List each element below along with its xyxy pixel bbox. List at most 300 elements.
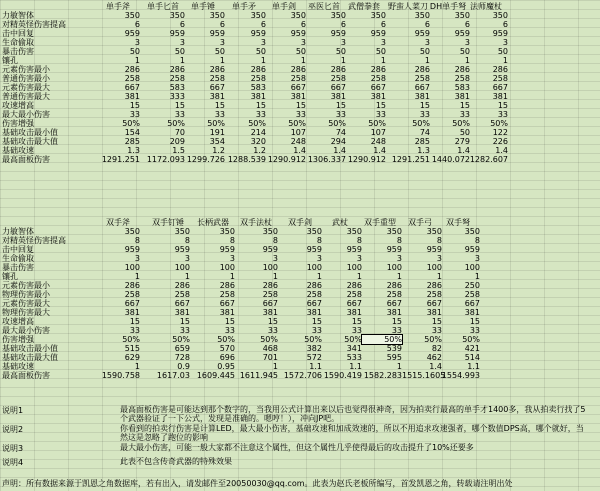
- table-cell[interactable]: 50%: [172, 335, 190, 344]
- table-cell[interactable]: 3: [134, 254, 140, 263]
- table-cell[interactable]: 570: [219, 344, 235, 353]
- table-cell[interactable]: 959: [306, 245, 322, 254]
- table-cell[interactable]: 50: [295, 47, 306, 56]
- table-cell[interactable]: 294: [330, 137, 346, 146]
- table-cell[interactable]: 50: [214, 47, 225, 56]
- table-cell[interactable]: 258: [124, 290, 140, 299]
- row-label[interactable]: 基础攻速: [2, 146, 34, 155]
- table-cell[interactable]: 1: [272, 362, 278, 371]
- table-cell[interactable]: 33: [224, 326, 235, 335]
- table-cell[interactable]: 667: [386, 299, 402, 308]
- column-header[interactable]: 野蛮人菜刀: [388, 2, 428, 11]
- table-cell[interactable]: 1: [134, 272, 140, 281]
- table-cell[interactable]: 468: [262, 344, 278, 353]
- table-cell[interactable]: 629: [124, 353, 140, 362]
- table-cell[interactable]: 381: [174, 308, 190, 317]
- table-cell[interactable]: 286: [414, 65, 430, 74]
- table-cell[interactable]: 381: [346, 308, 362, 317]
- table-cell[interactable]: 1: [356, 272, 362, 281]
- table-cell[interactable]: 6: [340, 20, 346, 29]
- row-label[interactable]: 基础攻击最小值: [2, 128, 58, 137]
- table-cell[interactable]: 15: [179, 317, 190, 326]
- table-cell[interactable]: 1306.337: [307, 155, 346, 164]
- table-cell[interactable]: 3: [316, 254, 322, 263]
- table-cell[interactable]: 959: [209, 29, 225, 38]
- table-cell[interactable]: 50%: [424, 335, 442, 344]
- table-cell[interactable]: 1: [502, 56, 508, 65]
- table-cell[interactable]: 1: [179, 56, 185, 65]
- table-cell[interactable]: 350: [290, 11, 306, 20]
- table-cell[interactable]: 1: [219, 56, 225, 65]
- table-cell[interactable]: 1.5: [172, 146, 185, 155]
- table-cell[interactable]: 1172.093: [146, 155, 185, 164]
- table-cell[interactable]: 3: [179, 38, 185, 47]
- table-cell[interactable]: 0.95: [217, 362, 235, 371]
- table-cell[interactable]: 350: [386, 227, 402, 236]
- table-cell[interactable]: 15: [214, 101, 225, 110]
- table-cell[interactable]: 258: [464, 290, 480, 299]
- column-header[interactable]: 武僧拳套: [348, 2, 380, 11]
- table-cell[interactable]: 333: [169, 92, 185, 101]
- table-cell[interactable]: 50%: [167, 119, 185, 128]
- column-header[interactable]: 双手弩: [446, 218, 470, 227]
- row-label[interactable]: 最高面板伤害: [2, 371, 50, 380]
- table-cell[interactable]: 3: [424, 38, 430, 47]
- row-label[interactable]: 普通伤害最大: [2, 92, 50, 101]
- table-cell[interactable]: 1: [396, 362, 402, 371]
- table-cell[interactable]: 381: [464, 308, 480, 317]
- table-cell[interactable]: 286: [290, 65, 306, 74]
- table-cell[interactable]: 15: [255, 101, 266, 110]
- table-cell[interactable]: 248: [290, 137, 306, 146]
- table-cell[interactable]: 701: [262, 353, 278, 362]
- table-cell[interactable]: 350: [330, 11, 346, 20]
- table-cell[interactable]: 50: [335, 47, 346, 56]
- table-cell[interactable]: 514: [464, 353, 480, 362]
- table-cell[interactable]: 959: [219, 245, 235, 254]
- table-cell[interactable]: 226: [492, 137, 508, 146]
- table-cell[interactable]: 286: [174, 281, 190, 290]
- row-label[interactable]: 基础攻速: [2, 362, 34, 371]
- table-cell[interactable]: 959: [464, 245, 480, 254]
- column-header[interactable]: 双手钉锤: [152, 218, 184, 227]
- row-label[interactable]: 基础攻击最大值: [2, 353, 58, 362]
- table-cell[interactable]: 381: [454, 92, 470, 101]
- table-cell[interactable]: 33: [391, 326, 402, 335]
- table-cell[interactable]: 1: [474, 272, 480, 281]
- table-cell[interactable]: 286: [124, 281, 140, 290]
- table-cell[interactable]: 33: [129, 326, 140, 335]
- table-cell[interactable]: 659: [174, 344, 190, 353]
- table-cell[interactable]: 15: [335, 101, 346, 110]
- table-cell[interactable]: 33: [459, 110, 470, 119]
- table-cell[interactable]: 33: [419, 110, 430, 119]
- table-cell[interactable]: 667: [426, 299, 442, 308]
- table-cell[interactable]: 50%: [248, 119, 266, 128]
- table-cell[interactable]: 50%: [344, 335, 362, 344]
- table-cell[interactable]: 8: [134, 236, 140, 245]
- table-cell[interactable]: 341: [346, 344, 362, 353]
- table-cell[interactable]: 959: [250, 29, 266, 38]
- table-cell[interactable]: 33: [255, 110, 266, 119]
- table-cell[interactable]: 15: [351, 317, 362, 326]
- table-cell[interactable]: 122: [492, 128, 508, 137]
- table-cell[interactable]: 50: [174, 47, 185, 56]
- table-cell[interactable]: 15: [497, 101, 508, 110]
- table-cell[interactable]: 959: [330, 29, 346, 38]
- table-cell[interactable]: 381: [414, 92, 430, 101]
- table-cell[interactable]: 8: [356, 236, 362, 245]
- table-cell[interactable]: 1291.251: [391, 155, 430, 164]
- table-cell[interactable]: 0.9: [177, 362, 190, 371]
- table-cell[interactable]: 381: [492, 92, 508, 101]
- table-cell[interactable]: 8: [229, 236, 235, 245]
- table-cell[interactable]: 421: [464, 344, 480, 353]
- table-cell[interactable]: 959: [346, 245, 362, 254]
- row-label[interactable]: 基础攻击最大值: [2, 137, 58, 146]
- table-cell[interactable]: 286: [330, 65, 346, 74]
- column-header[interactable]: 武杖: [332, 218, 348, 227]
- table-cell[interactable]: 350: [124, 11, 140, 20]
- table-cell[interactable]: 350: [370, 11, 386, 20]
- table-cell[interactable]: 100: [262, 263, 278, 272]
- table-cell[interactable]: 100: [464, 263, 480, 272]
- table-cell[interactable]: 354: [209, 137, 225, 146]
- table-cell[interactable]: 15: [311, 317, 322, 326]
- table-cell[interactable]: 6: [179, 20, 185, 29]
- table-cell[interactable]: 50%: [122, 119, 140, 128]
- table-cell[interactable]: 667: [330, 83, 346, 92]
- table-cell[interactable]: 286: [426, 281, 442, 290]
- column-header[interactable]: 巫医匕首: [308, 2, 340, 11]
- table-cell[interactable]: 286: [209, 65, 225, 74]
- table-cell[interactable]: 1.2: [212, 146, 225, 155]
- table-cell[interactable]: 381: [386, 308, 402, 317]
- table-cell[interactable]: 3: [436, 254, 442, 263]
- table-cell[interactable]: 1617.03: [156, 371, 190, 380]
- table-cell[interactable]: 82: [431, 344, 442, 353]
- column-header[interactable]: 双手弓: [408, 218, 432, 227]
- table-cell[interactable]: 1299.726: [186, 155, 225, 164]
- table-cell[interactable]: 1.4: [495, 146, 508, 155]
- table-cell[interactable]: 381: [124, 308, 140, 317]
- table-cell[interactable]: 462: [426, 353, 442, 362]
- table-cell[interactable]: 350: [262, 227, 278, 236]
- table-cell[interactable]: 350: [174, 227, 190, 236]
- table-cell[interactable]: 6: [300, 20, 306, 29]
- table-cell[interactable]: 50: [459, 128, 470, 137]
- table-cell[interactable]: 6: [424, 20, 430, 29]
- table-cell[interactable]: 959: [414, 29, 430, 38]
- table-cell[interactable]: 100: [386, 263, 402, 272]
- table-cell[interactable]: 1609.445: [196, 371, 235, 380]
- table-cell[interactable]: 15: [469, 317, 480, 326]
- table-cell[interactable]: 350: [250, 11, 266, 20]
- table-cell[interactable]: 3: [260, 38, 266, 47]
- table-cell[interactable]: 959: [290, 29, 306, 38]
- table-cell[interactable]: 258: [492, 74, 508, 83]
- table-cell[interactable]: 285: [124, 137, 140, 146]
- table-cell[interactable]: 350: [306, 227, 322, 236]
- table-cell[interactable]: 258: [209, 74, 225, 83]
- table-cell[interactable]: 3: [300, 38, 306, 47]
- table-cell[interactable]: 50%: [412, 119, 430, 128]
- table-cell[interactable]: 1572.706: [283, 371, 322, 380]
- table-cell[interactable]: 959: [454, 29, 470, 38]
- table-cell[interactable]: 6: [380, 20, 386, 29]
- table-cell[interactable]: 1: [424, 56, 430, 65]
- table-cell[interactable]: 209: [169, 137, 185, 146]
- row-label[interactable]: 镶孔: [2, 56, 18, 65]
- table-cell[interactable]: 286: [492, 65, 508, 74]
- table-cell[interactable]: 667: [262, 299, 278, 308]
- table-cell[interactable]: 959: [124, 245, 140, 254]
- table-cell[interactable]: 6: [260, 20, 266, 29]
- table-cell[interactable]: 667: [209, 83, 225, 92]
- table-cell[interactable]: 286: [250, 65, 266, 74]
- table-cell[interactable]: 50%: [328, 119, 346, 128]
- table-cell[interactable]: 107: [290, 128, 306, 137]
- table-cell[interactable]: 15: [174, 101, 185, 110]
- table-cell[interactable]: 258: [346, 290, 362, 299]
- row-label[interactable]: 生命偷取: [2, 38, 34, 47]
- table-cell[interactable]: 15: [375, 101, 386, 110]
- table-cell[interactable]: 107: [370, 128, 386, 137]
- table-cell[interactable]: 959: [169, 29, 185, 38]
- table-cell[interactable]: 1291.251: [101, 155, 140, 164]
- row-label[interactable]: 元素伤害最小: [2, 65, 50, 74]
- table-cell[interactable]: 15: [129, 101, 140, 110]
- table-cell[interactable]: 1288.539: [227, 155, 266, 164]
- table-cell[interactable]: 33: [375, 110, 386, 119]
- table-cell[interactable]: 6: [464, 20, 470, 29]
- table-cell[interactable]: 667: [414, 83, 430, 92]
- table-cell[interactable]: 1.1: [467, 362, 480, 371]
- table-cell[interactable]: 667: [290, 83, 306, 92]
- row-label[interactable]: 物理伤害最大: [2, 308, 50, 317]
- table-cell[interactable]: 50: [375, 47, 386, 56]
- table-cell[interactable]: 1.3: [127, 146, 140, 155]
- table-cell[interactable]: 74: [335, 128, 346, 137]
- column-header[interactable]: DH单手弩: [429, 2, 467, 11]
- table-cell[interactable]: 50%: [452, 119, 470, 128]
- table-cell[interactable]: 258: [250, 74, 266, 83]
- table-cell[interactable]: 3: [184, 254, 190, 263]
- table-cell[interactable]: 667: [124, 83, 140, 92]
- table-cell[interactable]: 15: [295, 101, 306, 110]
- table-cell[interactable]: 50%: [207, 119, 225, 128]
- table-cell[interactable]: 381: [262, 308, 278, 317]
- table-cell[interactable]: 3: [219, 38, 225, 47]
- table-cell[interactable]: 100: [219, 263, 235, 272]
- table-cell[interactable]: 595: [386, 353, 402, 362]
- column-header[interactable]: 单手斧: [106, 2, 130, 11]
- table-cell[interactable]: 286: [346, 281, 362, 290]
- selected-cell[interactable]: 50%: [362, 335, 402, 344]
- column-header[interactable]: 长柄武器: [197, 218, 229, 227]
- row-label[interactable]: 攻速增高: [2, 317, 34, 326]
- table-cell[interactable]: 8: [272, 236, 278, 245]
- table-cell[interactable]: 3: [340, 38, 346, 47]
- row-label[interactable]: 对精英怪伤害提高: [2, 236, 66, 245]
- table-cell[interactable]: 15: [391, 317, 402, 326]
- table-cell[interactable]: 50: [419, 47, 430, 56]
- column-header[interactable]: 法师魔杖: [470, 2, 502, 11]
- row-label[interactable]: 击中回复: [2, 245, 34, 254]
- table-cell[interactable]: 1590.419: [323, 371, 362, 380]
- table-cell[interactable]: 258: [454, 74, 470, 83]
- table-cell[interactable]: 667: [306, 299, 322, 308]
- table-cell[interactable]: 286: [262, 281, 278, 290]
- table-cell[interactable]: 100: [346, 263, 362, 272]
- table-cell[interactable]: 33: [179, 326, 190, 335]
- table-cell[interactable]: 515: [124, 344, 140, 353]
- row-label[interactable]: 最大最小伤害: [2, 110, 50, 119]
- table-cell[interactable]: 50: [497, 47, 508, 56]
- column-header[interactable]: 单手矛: [232, 2, 256, 11]
- table-cell[interactable]: 214: [250, 128, 266, 137]
- table-cell[interactable]: 583: [454, 83, 470, 92]
- table-cell[interactable]: 382: [306, 344, 322, 353]
- column-header[interactable]: 单手锤: [191, 2, 215, 11]
- table-cell[interactable]: 286: [169, 65, 185, 74]
- table-cell[interactable]: 1.2: [253, 146, 266, 155]
- table-cell[interactable]: 3: [272, 254, 278, 263]
- table-cell[interactable]: 533: [346, 353, 362, 362]
- table-cell[interactable]: 959: [124, 29, 140, 38]
- table-cell[interactable]: 33: [129, 110, 140, 119]
- table-cell[interactable]: 15: [267, 317, 278, 326]
- table-cell[interactable]: 959: [386, 245, 402, 254]
- table-cell[interactable]: 667: [370, 83, 386, 92]
- table-cell[interactable]: 1554.993: [441, 371, 480, 380]
- row-label[interactable]: 元素伤害最大: [2, 83, 50, 92]
- row-label[interactable]: 伤害增强: [2, 119, 34, 128]
- table-cell[interactable]: 381: [426, 308, 442, 317]
- row-label[interactable]: 元素伤害最大: [2, 299, 50, 308]
- table-cell[interactable]: 286: [454, 65, 470, 74]
- table-cell[interactable]: 1.4: [293, 146, 306, 155]
- table-cell[interactable]: 1: [316, 272, 322, 281]
- table-cell[interactable]: 1.4: [373, 146, 386, 155]
- table-cell[interactable]: 1590.758: [101, 371, 140, 380]
- table-cell[interactable]: 3: [396, 254, 402, 263]
- table-cell[interactable]: 258: [370, 74, 386, 83]
- table-cell[interactable]: 1: [396, 272, 402, 281]
- table-cell[interactable]: 33: [295, 110, 306, 119]
- table-cell[interactable]: 258: [386, 290, 402, 299]
- table-cell[interactable]: 3: [134, 38, 140, 47]
- column-header[interactable]: 单手匕首: [147, 2, 179, 11]
- table-cell[interactable]: 1: [380, 56, 386, 65]
- table-cell[interactable]: 258: [124, 74, 140, 83]
- table-cell[interactable]: 33: [351, 326, 362, 335]
- table-cell[interactable]: 1: [260, 56, 266, 65]
- table-cell[interactable]: 74: [419, 128, 430, 137]
- table-cell[interactable]: 15: [459, 101, 470, 110]
- table-cell[interactable]: 728: [174, 353, 190, 362]
- row-label[interactable]: 普通伤害最小: [2, 74, 50, 83]
- table-cell[interactable]: 50%: [217, 335, 235, 344]
- table-cell[interactable]: 1290.912: [347, 155, 386, 164]
- table-cell[interactable]: 539: [386, 344, 402, 353]
- table-cell[interactable]: 50%: [490, 119, 508, 128]
- table-cell[interactable]: 33: [497, 110, 508, 119]
- table-cell[interactable]: 381: [219, 308, 235, 317]
- table-cell[interactable]: 3: [474, 254, 480, 263]
- table-cell[interactable]: 350: [169, 11, 185, 20]
- table-cell[interactable]: 381: [124, 92, 140, 101]
- table-cell[interactable]: 258: [290, 74, 306, 83]
- table-cell[interactable]: 350: [124, 227, 140, 236]
- table-cell[interactable]: 33: [311, 326, 322, 335]
- table-cell[interactable]: 248: [370, 137, 386, 146]
- table-cell[interactable]: 8: [184, 236, 190, 245]
- table-cell[interactable]: 285: [414, 137, 430, 146]
- table-cell[interactable]: 959: [262, 245, 278, 254]
- table-cell[interactable]: 50%: [122, 335, 140, 344]
- table-cell[interactable]: 100: [174, 263, 190, 272]
- row-label[interactable]: 力敏智体: [2, 227, 34, 236]
- table-cell[interactable]: 15: [419, 101, 430, 110]
- row-label[interactable]: 暴击伤害: [2, 47, 34, 56]
- table-cell[interactable]: 381: [306, 308, 322, 317]
- table-cell[interactable]: 1: [229, 272, 235, 281]
- table-cell[interactable]: 572: [306, 353, 322, 362]
- table-cell[interactable]: 667: [124, 299, 140, 308]
- row-label[interactable]: 物理伤害最小: [2, 290, 50, 299]
- table-cell[interactable]: 258: [414, 74, 430, 83]
- table-cell[interactable]: 667: [492, 83, 508, 92]
- table-cell[interactable]: 3: [502, 38, 508, 47]
- table-cell[interactable]: 381: [290, 92, 306, 101]
- table-cell[interactable]: 959: [174, 245, 190, 254]
- table-cell[interactable]: 50%: [462, 335, 480, 344]
- table-cell[interactable]: 1: [134, 56, 140, 65]
- column-header[interactable]: 双手剑: [288, 218, 312, 227]
- table-cell[interactable]: 1.1: [349, 362, 362, 371]
- table-cell[interactable]: 1582.283: [363, 371, 402, 380]
- column-header[interactable]: 双手斧: [106, 218, 130, 227]
- table-cell[interactable]: 350: [209, 11, 225, 20]
- row-label[interactable]: 暴击伤害: [2, 263, 34, 272]
- table-cell[interactable]: 1611.945: [239, 371, 278, 380]
- table-cell[interactable]: 8: [436, 236, 442, 245]
- table-cell[interactable]: 350: [464, 227, 480, 236]
- table-cell[interactable]: 1282.607: [469, 155, 508, 164]
- table-cell[interactable]: 8: [474, 236, 480, 245]
- table-cell[interactable]: 1.4: [457, 146, 470, 155]
- row-label[interactable]: 力敏智体: [2, 11, 34, 20]
- table-cell[interactable]: 583: [250, 83, 266, 92]
- table-cell[interactable]: 15: [431, 317, 442, 326]
- column-header[interactable]: 单手剑: [272, 2, 296, 11]
- table-cell[interactable]: 3: [229, 254, 235, 263]
- table-cell[interactable]: 50%: [368, 119, 386, 128]
- table-cell[interactable]: 3: [464, 38, 470, 47]
- table-cell[interactable]: 6: [502, 20, 508, 29]
- table-cell[interactable]: 258: [174, 290, 190, 299]
- row-label[interactable]: 对精英怪伤害提高: [2, 20, 66, 29]
- table-cell[interactable]: 70: [174, 128, 185, 137]
- table-cell[interactable]: 667: [346, 299, 362, 308]
- table-cell[interactable]: 50%: [304, 335, 322, 344]
- row-label[interactable]: 最高面板伤害: [2, 155, 50, 164]
- table-cell[interactable]: 50%: [288, 119, 306, 128]
- table-cell[interactable]: 50: [459, 47, 470, 56]
- row-label[interactable]: 生命偷取: [2, 254, 34, 263]
- table-cell[interactable]: 1: [464, 56, 470, 65]
